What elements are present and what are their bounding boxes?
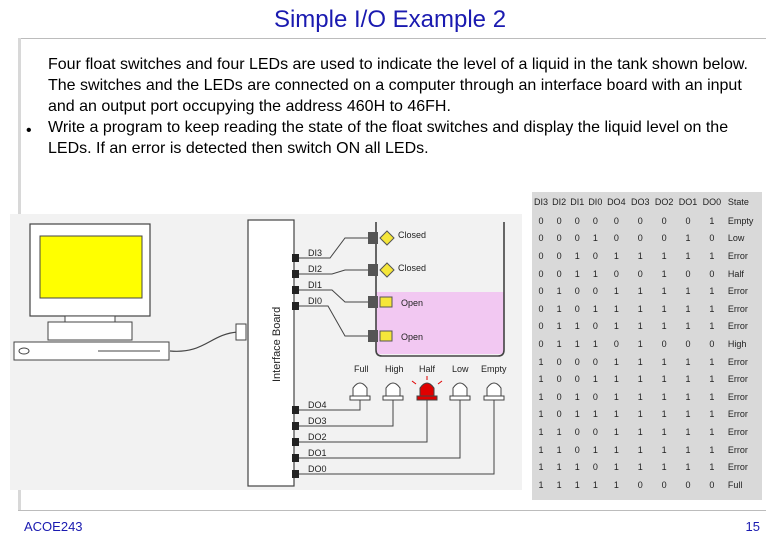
column-header: DO0 xyxy=(702,197,722,207)
bit-cell: 0 xyxy=(661,215,667,226)
bit-cell: 0 xyxy=(592,462,598,473)
bit-cell: 0 xyxy=(685,215,691,226)
bit-cell: 1 xyxy=(556,479,562,490)
bit-cell: 1 xyxy=(637,391,643,402)
bit-cell: 1 xyxy=(574,321,580,332)
bit-cell: 1 xyxy=(538,409,544,420)
float-switch-di0 xyxy=(380,331,392,341)
bit-cell: 0 xyxy=(592,391,598,402)
switch-state-di3: Closed xyxy=(398,230,427,240)
led-low xyxy=(450,383,470,400)
bit-cell: 0 xyxy=(637,233,643,244)
bit-cell: 1 xyxy=(709,374,715,385)
bit-cell: 1 xyxy=(685,303,691,314)
bit-cell: 1 xyxy=(685,356,691,367)
bit-cell: 1 xyxy=(661,321,667,332)
state-cell: Error xyxy=(727,250,748,261)
switch-state-di1: Open xyxy=(401,298,424,308)
bit-cell: 1 xyxy=(556,426,562,437)
bit-cell: 1 xyxy=(574,250,580,261)
switch-state-di2: Closed xyxy=(398,263,427,273)
bit-cell: 1 xyxy=(637,356,643,367)
bit-cell: 0 xyxy=(685,268,691,279)
input-label-di3: DI3 xyxy=(308,248,323,258)
bit-cell: 1 xyxy=(709,444,715,455)
float-switch-di2 xyxy=(380,263,394,277)
bit-cell: 1 xyxy=(556,444,562,455)
bit-cell: 0 xyxy=(556,250,562,261)
state-cell: Error xyxy=(727,391,748,402)
bit-cell: 1 xyxy=(637,374,643,385)
table-row xyxy=(532,476,762,494)
bit-cell: 1 xyxy=(613,479,619,490)
truth-table xyxy=(532,192,762,500)
bit-cell: 0 xyxy=(685,479,691,490)
bit-cell: 1 xyxy=(592,479,598,490)
bit-cell: 1 xyxy=(613,374,619,385)
footer-divider xyxy=(18,510,766,511)
bit-cell: 1 xyxy=(709,286,715,297)
state-cell: Error xyxy=(727,409,748,420)
title-divider xyxy=(18,38,766,39)
bit-cell: 0 xyxy=(556,268,562,279)
bit-cell: 1 xyxy=(574,391,580,402)
table-row xyxy=(532,265,762,283)
table-row xyxy=(532,300,762,318)
led-label-high: High xyxy=(385,364,404,374)
bit-cell: 1 xyxy=(592,268,598,279)
bit-cell: 1 xyxy=(637,462,643,473)
bit-cell: 1 xyxy=(709,409,715,420)
output-label-do2: DO2 xyxy=(308,432,327,442)
table-row xyxy=(532,230,762,248)
interface-cable xyxy=(170,332,238,351)
bit-cell: 0 xyxy=(538,286,544,297)
bullet-marker: • xyxy=(26,122,32,139)
course-code: ACOE243 xyxy=(24,519,83,534)
bit-cell: 1 xyxy=(613,409,619,420)
bit-cell: 1 xyxy=(613,462,619,473)
bit-cell: 0 xyxy=(574,426,580,437)
state-cell: Error xyxy=(727,426,748,437)
bit-cell: 0 xyxy=(574,356,580,367)
output-lines xyxy=(292,400,494,478)
bit-cell: 1 xyxy=(613,444,619,455)
bit-cell: 1 xyxy=(538,479,544,490)
bit-cell: 1 xyxy=(613,286,619,297)
input-label-di2: DI2 xyxy=(308,264,323,274)
bit-cell: 1 xyxy=(592,338,598,349)
bit-cell: 1 xyxy=(538,444,544,455)
bit-cell: 1 xyxy=(661,462,667,473)
column-header: DO2 xyxy=(654,197,674,207)
bit-cell: 1 xyxy=(661,426,667,437)
bit-cell: 0 xyxy=(538,268,544,279)
state-cell: Error xyxy=(727,462,748,473)
bit-cell: 1 xyxy=(685,391,691,402)
bit-cell: 1 xyxy=(685,233,691,244)
output-label-do1: DO1 xyxy=(308,448,327,458)
bit-cell: 1 xyxy=(556,462,562,473)
bit-cell: 1 xyxy=(637,303,643,314)
bit-cell: 0 xyxy=(538,250,544,261)
bit-cell: 1 xyxy=(556,303,562,314)
bit-cell: 1 xyxy=(637,338,643,349)
bit-cell: 1 xyxy=(637,250,643,261)
bit-cell: 0 xyxy=(538,215,544,226)
bit-cell: 0 xyxy=(556,356,562,367)
task-description: Write a program to keep reading the state of the float switches and display the liquid level on the LEDs. If an error is detected then switch ON all LEDs. xyxy=(48,119,729,157)
bit-cell: 1 xyxy=(661,356,667,367)
truth-table-grid xyxy=(532,192,762,494)
bit-cell: 0 xyxy=(661,338,667,349)
bit-cell: 1 xyxy=(709,391,715,402)
table-row xyxy=(532,318,762,336)
bit-cell: 1 xyxy=(556,286,562,297)
bit-cell: 1 xyxy=(538,391,544,402)
bit-cell: 0 xyxy=(592,356,598,367)
bit-cell: 0 xyxy=(574,215,580,226)
input-lines xyxy=(292,238,368,336)
bit-cell: 0 xyxy=(574,444,580,455)
computer-icon xyxy=(14,224,169,360)
table-row xyxy=(532,370,762,388)
bit-cell: 1 xyxy=(538,374,544,385)
bit-cell: 1 xyxy=(592,374,598,385)
state-cell: Error xyxy=(727,444,748,455)
bit-cell: 1 xyxy=(538,356,544,367)
table-row xyxy=(532,212,762,230)
bit-cell: 0 xyxy=(637,268,643,279)
bit-cell: 0 xyxy=(592,426,598,437)
table-row xyxy=(532,247,762,265)
column-header: DO1 xyxy=(678,197,698,207)
bit-cell: 1 xyxy=(574,268,580,279)
bit-cell: 0 xyxy=(613,268,619,279)
bit-cell: 1 xyxy=(709,303,715,314)
state-cell: Low xyxy=(727,233,745,244)
slide-body xyxy=(48,54,758,159)
led-label-empty: Empty xyxy=(481,364,507,374)
bit-cell: 1 xyxy=(661,268,667,279)
bit-cell: 1 xyxy=(661,303,667,314)
bit-cell: 1 xyxy=(637,286,643,297)
output-label-do4: DO4 xyxy=(308,400,327,410)
bit-cell: 0 xyxy=(709,479,715,490)
bit-cell: 1 xyxy=(661,391,667,402)
bit-cell: 0 xyxy=(661,479,667,490)
bit-cell: 1 xyxy=(592,303,598,314)
bit-cell: 1 xyxy=(685,426,691,437)
bit-cell: 0 xyxy=(538,321,544,332)
page-number: 15 xyxy=(745,519,760,534)
bit-cell: 0 xyxy=(556,409,562,420)
input-label-di0: DI0 xyxy=(308,296,323,306)
column-header: DI0 xyxy=(588,197,603,207)
led-high xyxy=(383,383,403,400)
bit-cell: 0 xyxy=(538,338,544,349)
led-full xyxy=(350,383,370,400)
bit-cell: 0 xyxy=(538,303,544,314)
table-row xyxy=(532,388,762,406)
led-label-half: Half xyxy=(419,364,436,374)
slide-title: Simple I/O Example 2 xyxy=(273,6,507,33)
bit-cell: 0 xyxy=(574,374,580,385)
state-cell: Error xyxy=(727,303,748,314)
column-header: DI1 xyxy=(570,197,585,207)
bit-cell: 1 xyxy=(685,409,691,420)
bit-cell: 1 xyxy=(661,409,667,420)
table-body xyxy=(532,212,762,494)
bit-cell: 1 xyxy=(556,338,562,349)
bit-cell: 1 xyxy=(613,303,619,314)
table-header-row xyxy=(532,192,762,212)
column-header: State xyxy=(727,197,749,207)
bit-cell: 1 xyxy=(613,356,619,367)
bit-cell: 1 xyxy=(661,374,667,385)
state-cell: Error xyxy=(727,321,748,332)
bit-cell: 0 xyxy=(592,286,598,297)
led-empty xyxy=(484,383,504,400)
output-label-do3: DO3 xyxy=(308,416,327,426)
bit-cell: 1 xyxy=(637,409,643,420)
bit-cell: 1 xyxy=(709,215,715,226)
bit-cell: 1 xyxy=(637,426,643,437)
bit-cell: 0 xyxy=(592,321,598,332)
state-cell: High xyxy=(727,338,747,349)
bit-cell: 1 xyxy=(613,391,619,402)
state-cell: Error xyxy=(727,356,748,367)
bit-cell: 0 xyxy=(709,268,715,279)
bit-cell: 0 xyxy=(574,286,580,297)
bit-cell: 0 xyxy=(556,374,562,385)
bit-cell: 1 xyxy=(661,250,667,261)
state-cell: Half xyxy=(727,268,744,279)
diagram-canvas xyxy=(10,214,522,490)
bit-cell: 0 xyxy=(592,250,598,261)
state-cell: Empty xyxy=(727,215,754,226)
bit-cell: 0 xyxy=(709,338,715,349)
bit-cell: 1 xyxy=(661,444,667,455)
column-header: DO3 xyxy=(630,197,650,207)
float-switch-di1 xyxy=(380,297,392,307)
bit-cell: 1 xyxy=(685,374,691,385)
liquid xyxy=(376,292,504,354)
bit-cell: 0 xyxy=(556,233,562,244)
bit-cell: 0 xyxy=(574,303,580,314)
bit-cell: 1 xyxy=(685,286,691,297)
bit-cell: 1 xyxy=(592,409,598,420)
column-header: DI2 xyxy=(552,197,567,207)
bit-cell: 0 xyxy=(556,391,562,402)
bit-cell: 1 xyxy=(637,444,643,455)
table-row xyxy=(532,423,762,441)
bit-cell: 0 xyxy=(685,338,691,349)
bit-cell: 1 xyxy=(538,462,544,473)
bit-cell: 1 xyxy=(556,321,562,332)
bit-cell: 0 xyxy=(637,479,643,490)
bit-cell: 1 xyxy=(592,444,598,455)
table-row xyxy=(532,458,762,476)
leds xyxy=(350,376,504,400)
bit-cell: 1 xyxy=(538,426,544,437)
bit-cell: 1 xyxy=(613,426,619,437)
input-label-di1: DI1 xyxy=(308,280,323,290)
problem-description: Four float switches and four LEDs are used to indicate the level of a liquid in the tank shown below. The switches and the LEDs are connected on a computer through an interface board with an input and an output port occupying the address 460H to 46FH. xyxy=(48,56,748,115)
bit-cell: 1 xyxy=(613,321,619,332)
bit-cell: 0 xyxy=(613,233,619,244)
float-switch-di3 xyxy=(380,231,394,245)
bit-cell: 0 xyxy=(556,215,562,226)
bit-cell: 1 xyxy=(685,462,691,473)
state-cell: Full xyxy=(727,479,743,490)
led-half-lit xyxy=(412,376,442,400)
bit-cell: 1 xyxy=(574,338,580,349)
bit-cell: 1 xyxy=(685,444,691,455)
table-row xyxy=(532,335,762,353)
bit-cell: 1 xyxy=(709,250,715,261)
bit-cell: 1 xyxy=(592,233,598,244)
bit-cell: 1 xyxy=(685,321,691,332)
bit-cell: 1 xyxy=(661,286,667,297)
bit-cell: 0 xyxy=(538,233,544,244)
bit-cell: 0 xyxy=(574,233,580,244)
bit-cell: 0 xyxy=(709,233,715,244)
bit-cell: 1 xyxy=(709,356,715,367)
bit-cell: 0 xyxy=(661,233,667,244)
bit-cell: 1 xyxy=(637,321,643,332)
led-label-full: Full xyxy=(354,364,369,374)
bit-cell: 1 xyxy=(574,479,580,490)
monitor-screen xyxy=(40,236,142,298)
column-header: DO4 xyxy=(607,197,626,207)
bit-cell: 1 xyxy=(709,321,715,332)
bit-cell: 0 xyxy=(637,215,643,226)
table-row xyxy=(532,406,762,424)
switch-state-di0: Open xyxy=(401,332,424,342)
bit-cell: 1 xyxy=(685,250,691,261)
interface-board-label: Interface Board xyxy=(271,306,283,382)
bit-cell: 1 xyxy=(574,409,580,420)
table-row xyxy=(532,282,762,300)
tank-system-diagram xyxy=(10,214,522,490)
bit-cell: 1 xyxy=(574,462,580,473)
table-row xyxy=(532,353,762,371)
led-label-low: Low xyxy=(452,364,469,374)
output-label-do0: DO0 xyxy=(308,464,327,474)
table-row xyxy=(532,441,762,459)
bit-cell: 0 xyxy=(613,338,619,349)
bit-cell: 1 xyxy=(709,426,715,437)
bit-cell: 1 xyxy=(613,250,619,261)
state-cell: Error xyxy=(727,286,748,297)
bit-cell: 1 xyxy=(709,462,715,473)
state-cell: Error xyxy=(727,374,748,385)
column-header: DI3 xyxy=(534,197,549,207)
bit-cell: 0 xyxy=(592,215,598,226)
bit-cell: 0 xyxy=(613,215,619,226)
